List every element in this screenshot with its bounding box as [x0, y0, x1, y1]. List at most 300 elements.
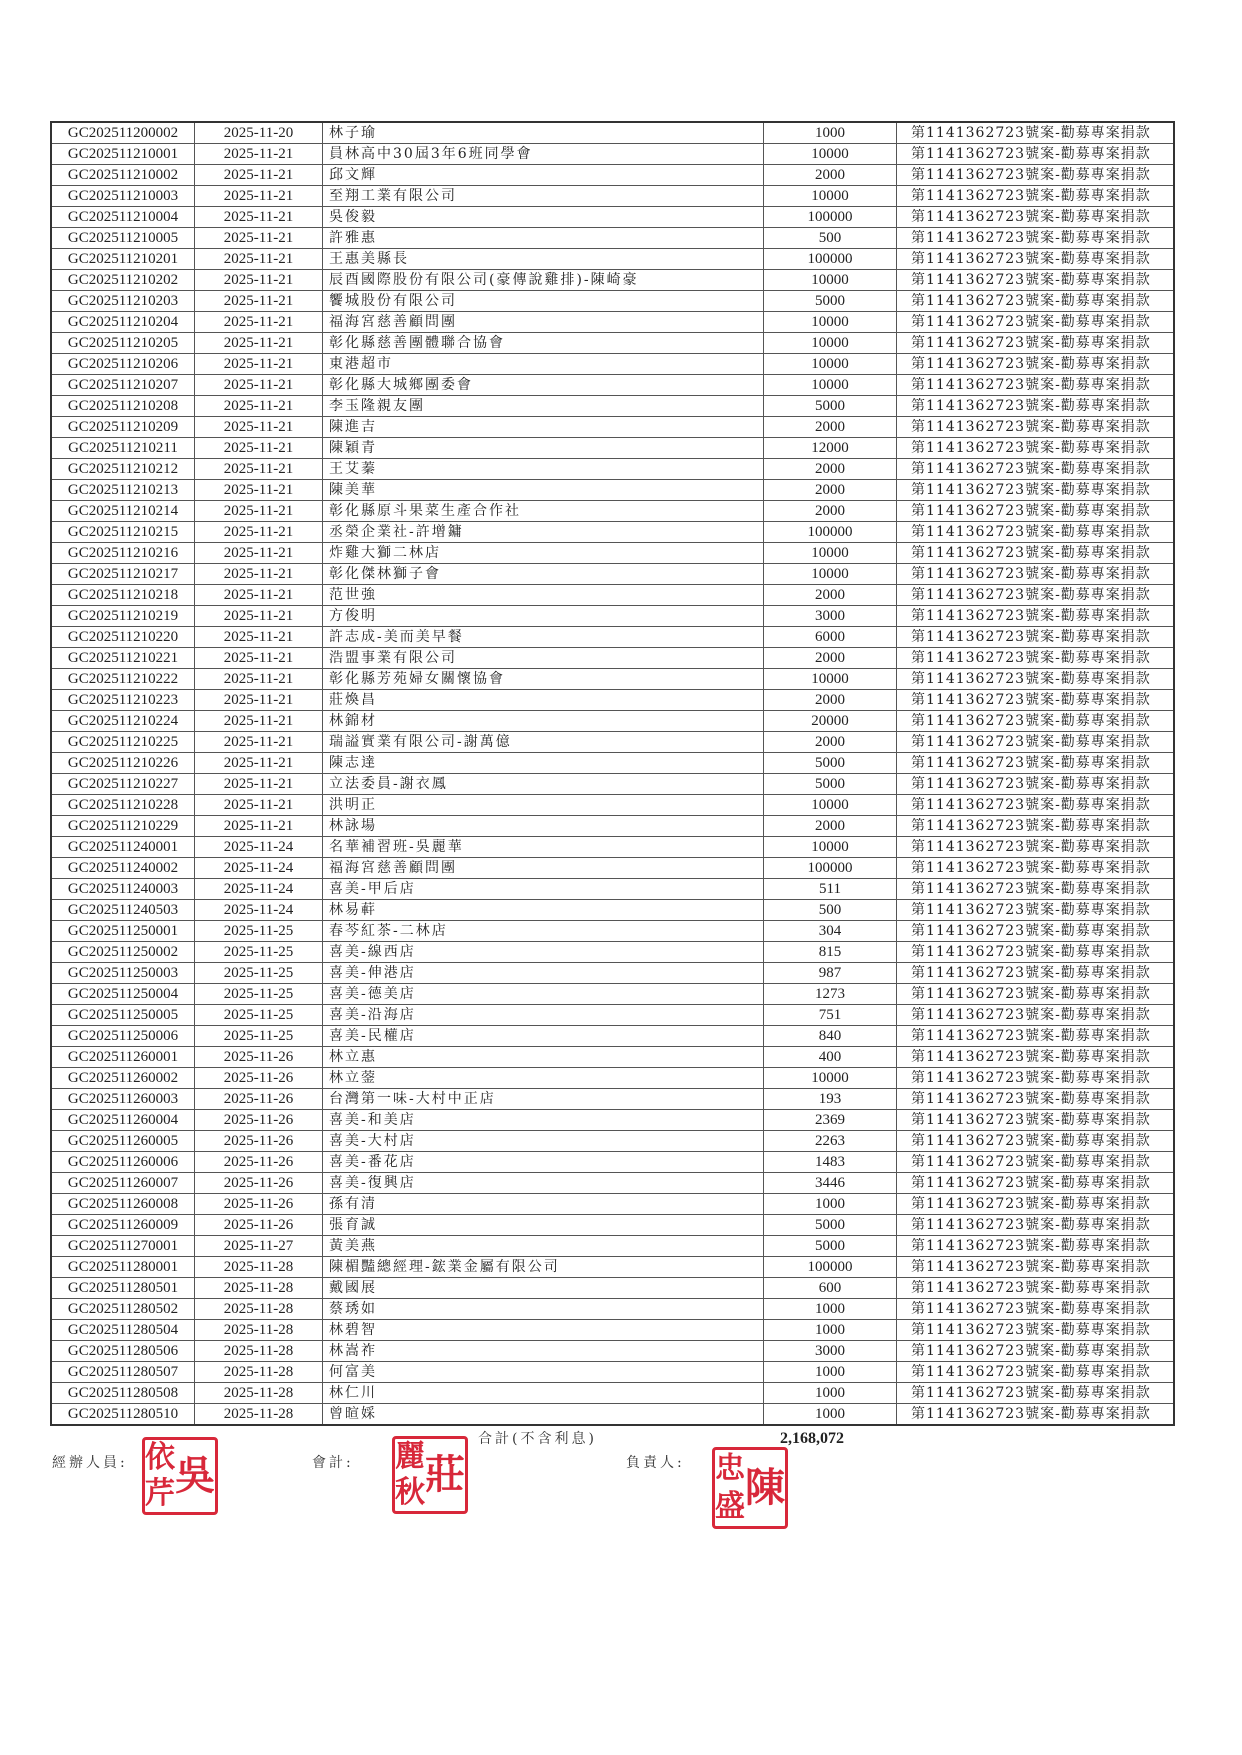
- table-row: [51, 585, 1174, 606]
- note: 第1141362723號案-勸募專案捐款: [897, 396, 1175, 417]
- donor-name: 辰酉國際股份有限公司(豪傳說雞排)-陳崎豪: [323, 270, 764, 291]
- donor-name: 喜美-番花店: [323, 1152, 764, 1173]
- receipt-id: GC202511260001: [51, 1047, 195, 1068]
- table-row: [51, 606, 1174, 627]
- note: 第1141362723號案-勸募專案捐款: [897, 1320, 1175, 1341]
- handler-seal: [142, 1437, 218, 1515]
- table-row: [51, 333, 1174, 354]
- donation-date: 2025-11-21: [195, 732, 323, 753]
- donation-date: 2025-11-21: [195, 459, 323, 480]
- table-row: [51, 984, 1174, 1005]
- amount: 500: [764, 228, 897, 249]
- donation-date: 2025-11-21: [195, 270, 323, 291]
- donation-date: 2025-11-24: [195, 837, 323, 858]
- receipt-id: GC202511260002: [51, 1068, 195, 1089]
- donor-name: 陳美華: [323, 480, 764, 501]
- note: 第1141362723號案-勸募專案捐款: [897, 207, 1175, 228]
- amount: 2000: [764, 732, 897, 753]
- total-value: 2,168,072: [780, 1430, 844, 1447]
- note: 第1141362723號案-勸募專案捐款: [897, 858, 1175, 879]
- note: 第1141362723號案-勸募專案捐款: [897, 1257, 1175, 1278]
- donor-name: 東港超市: [323, 354, 764, 375]
- donation-date: 2025-11-21: [195, 501, 323, 522]
- table-row: [51, 963, 1174, 984]
- table-row: [51, 711, 1174, 732]
- note: 第1141362723號案-勸募專案捐款: [897, 1362, 1175, 1383]
- note: 第1141362723號案-勸募專案捐款: [897, 711, 1175, 732]
- table-row: [51, 816, 1174, 837]
- note: 第1141362723號案-勸募專案捐款: [897, 879, 1175, 900]
- donation-date: 2025-11-21: [195, 543, 323, 564]
- amount: 2000: [764, 690, 897, 711]
- note: 第1141362723號案-勸募專案捐款: [897, 480, 1175, 501]
- donor-name: 喜美-沿海店: [323, 1005, 764, 1026]
- donor-name: 春芩紅茶-二林店: [323, 921, 764, 942]
- donor-name: 洪明正: [323, 795, 764, 816]
- donation-date: 2025-11-27: [195, 1236, 323, 1257]
- donation-date: 2025-11-26: [195, 1131, 323, 1152]
- manager-label: 負責人:: [626, 1455, 685, 1471]
- note: 第1141362723號案-勸募專案捐款: [897, 963, 1175, 984]
- donor-name: 許志成-美而美早餐: [323, 627, 764, 648]
- donor-name: 彰化縣芳苑婦女關懷協會: [323, 669, 764, 690]
- amount: 3000: [764, 606, 897, 627]
- note: 第1141362723號案-勸募專案捐款: [897, 375, 1175, 396]
- amount: 20000: [764, 711, 897, 732]
- amount: 2000: [764, 501, 897, 522]
- note: 第1141362723號案-勸募專案捐款: [897, 942, 1175, 963]
- donation-date: 2025-11-28: [195, 1362, 323, 1383]
- donation-date: 2025-11-21: [195, 480, 323, 501]
- note: 第1141362723號案-勸募專案捐款: [897, 795, 1175, 816]
- seal-char: 吳: [175, 1453, 215, 1499]
- donation-date: 2025-11-21: [195, 795, 323, 816]
- receipt-id: GC202511260007: [51, 1173, 195, 1194]
- table-row: [51, 1299, 1174, 1320]
- receipt-id: GC202511210221: [51, 648, 195, 669]
- table-row: [51, 375, 1174, 396]
- receipt-id: GC202511280507: [51, 1362, 195, 1383]
- seal-char: 盛: [715, 1489, 745, 1524]
- donor-name: 喜美-復興店: [323, 1173, 764, 1194]
- donation-date: 2025-11-21: [195, 312, 323, 333]
- amount: 2000: [764, 480, 897, 501]
- receipt-id: GC202511250006: [51, 1026, 195, 1047]
- note: 第1141362723號案-勸募專案捐款: [897, 669, 1175, 690]
- table-row: [51, 921, 1174, 942]
- donation-date: 2025-11-28: [195, 1383, 323, 1404]
- receipt-id: GC202511260003: [51, 1089, 195, 1110]
- note: 第1141362723號案-勸募專案捐款: [897, 122, 1175, 144]
- donation-date: 2025-11-25: [195, 942, 323, 963]
- donor-name: 林子瑜: [323, 122, 764, 144]
- amount: 10000: [764, 312, 897, 333]
- donor-name: 彰化縣大城鄉團委會: [323, 375, 764, 396]
- amount: 100000: [764, 207, 897, 228]
- note: 第1141362723號案-勸募專案捐款: [897, 1152, 1175, 1173]
- table-row: [51, 1089, 1174, 1110]
- note: 第1141362723號案-勸募專案捐款: [897, 564, 1175, 585]
- donor-name: 王惠美縣長: [323, 249, 764, 270]
- donation-date: 2025-11-21: [195, 774, 323, 795]
- donor-name: 李玉隆親友團: [323, 396, 764, 417]
- donation-date: 2025-11-21: [195, 333, 323, 354]
- note: 第1141362723號案-勸募專案捐款: [897, 732, 1175, 753]
- donor-name: 許雅惠: [323, 228, 764, 249]
- receipt-id: GC202511210206: [51, 354, 195, 375]
- amount: 6000: [764, 627, 897, 648]
- donor-name: 林嵩祚: [323, 1341, 764, 1362]
- amount: 10000: [764, 354, 897, 375]
- donation-date: 2025-11-24: [195, 858, 323, 879]
- donation-date: 2025-11-21: [195, 207, 323, 228]
- note: 第1141362723號案-勸募專案捐款: [897, 333, 1175, 354]
- donor-name: 喜美-大村店: [323, 1131, 764, 1152]
- donation-date: 2025-11-21: [195, 816, 323, 837]
- donation-date: 2025-11-28: [195, 1404, 323, 1426]
- table-row: [51, 669, 1174, 690]
- note: 第1141362723號案-勸募專案捐款: [897, 1194, 1175, 1215]
- table-row: [51, 1215, 1174, 1236]
- donor-name: 戴國展: [323, 1278, 764, 1299]
- donation-date: 2025-11-21: [195, 291, 323, 312]
- receipt-id: GC202511210213: [51, 480, 195, 501]
- receipt-id: GC202511210001: [51, 144, 195, 165]
- note: 第1141362723號案-勸募專案捐款: [897, 774, 1175, 795]
- receipt-id: GC202511270001: [51, 1236, 195, 1257]
- donor-name: 吳俊毅: [323, 207, 764, 228]
- donation-date: 2025-11-21: [195, 417, 323, 438]
- donation-date: 2025-11-26: [195, 1194, 323, 1215]
- donation-date: 2025-11-21: [195, 144, 323, 165]
- donor-name: 喜美-線西店: [323, 942, 764, 963]
- donation-date: 2025-11-21: [195, 564, 323, 585]
- amount: 100000: [764, 522, 897, 543]
- donation-date: 2025-11-21: [195, 249, 323, 270]
- handler-label: 經辦人員:: [52, 1455, 128, 1471]
- table-row: [51, 900, 1174, 921]
- donor-name: 福海宮慈善顧問團: [323, 858, 764, 879]
- amount: 1000: [764, 122, 897, 144]
- donation-date: 2025-11-25: [195, 984, 323, 1005]
- note: 第1141362723號案-勸募專案捐款: [897, 816, 1175, 837]
- amount: 1000: [764, 1299, 897, 1320]
- note: 第1141362723號案-勸募專案捐款: [897, 921, 1175, 942]
- note: 第1141362723號案-勸募專案捐款: [897, 417, 1175, 438]
- amount: 2000: [764, 459, 897, 480]
- note: 第1141362723號案-勸募專案捐款: [897, 1278, 1175, 1299]
- receipt-id: GC202511210225: [51, 732, 195, 753]
- amount: 2000: [764, 165, 897, 186]
- amount: 2000: [764, 417, 897, 438]
- donor-name: 喜美-甲后店: [323, 879, 764, 900]
- receipt-id: GC202511210212: [51, 459, 195, 480]
- donor-name: 林仁川: [323, 1383, 764, 1404]
- donation-date: 2025-11-21: [195, 354, 323, 375]
- note: 第1141362723號案-勸募專案捐款: [897, 1404, 1175, 1426]
- amount: 600: [764, 1278, 897, 1299]
- donor-name: 莊煥昌: [323, 690, 764, 711]
- donation-date: 2025-11-26: [195, 1047, 323, 1068]
- receipt-id: GC202511260005: [51, 1131, 195, 1152]
- donor-name: 台灣第一味-大村中正店: [323, 1089, 764, 1110]
- table-row: [51, 438, 1174, 459]
- receipt-id: GC202511210204: [51, 312, 195, 333]
- donor-name: 何富美: [323, 1362, 764, 1383]
- table-row: [51, 1320, 1174, 1341]
- table-row: [51, 1236, 1174, 1257]
- receipt-id: GC202511210214: [51, 501, 195, 522]
- receipt-id: GC202511210203: [51, 291, 195, 312]
- note: 第1141362723號案-勸募專案捐款: [897, 249, 1175, 270]
- donor-name: 炸雞大獅二林店: [323, 543, 764, 564]
- amount: 10000: [764, 543, 897, 564]
- table-row: [51, 501, 1174, 522]
- amount: 10000: [764, 186, 897, 207]
- donor-name: 喜美-伸港店: [323, 963, 764, 984]
- donor-name: 浩盟事業有限公司: [323, 648, 764, 669]
- note: 第1141362723號案-勸募專案捐款: [897, 522, 1175, 543]
- donor-name: 范世強: [323, 585, 764, 606]
- table-row: [51, 627, 1174, 648]
- donor-name: 陳穎青: [323, 438, 764, 459]
- table-row: [51, 543, 1174, 564]
- receipt-id: GC202511210224: [51, 711, 195, 732]
- note: 第1141362723號案-勸募專案捐款: [897, 438, 1175, 459]
- amount: 5000: [764, 1215, 897, 1236]
- note: 第1141362723號案-勸募專案捐款: [897, 648, 1175, 669]
- donor-name: 方俊明: [323, 606, 764, 627]
- receipt-id: GC202511210004: [51, 207, 195, 228]
- donor-name: 饗城股份有限公司: [323, 291, 764, 312]
- amount: 2000: [764, 585, 897, 606]
- donation-date: 2025-11-21: [195, 669, 323, 690]
- receipt-id: GC202511210216: [51, 543, 195, 564]
- amount: 815: [764, 942, 897, 963]
- seal-char: 麗: [395, 1439, 425, 1474]
- note: 第1141362723號案-勸募專案捐款: [897, 1131, 1175, 1152]
- receipt-id: GC202511260008: [51, 1194, 195, 1215]
- table-row: [51, 1257, 1174, 1278]
- donation-date: 2025-11-21: [195, 396, 323, 417]
- amount: 12000: [764, 438, 897, 459]
- donor-name: 林立蓥: [323, 1068, 764, 1089]
- amount: 5000: [764, 1236, 897, 1257]
- amount: 10000: [764, 564, 897, 585]
- note: 第1141362723號案-勸募專案捐款: [897, 627, 1175, 648]
- table-row: [51, 1068, 1174, 1089]
- donation-date: 2025-11-21: [195, 165, 323, 186]
- note: 第1141362723號案-勸募專案捐款: [897, 312, 1175, 333]
- note: 第1141362723號案-勸募專案捐款: [897, 1005, 1175, 1026]
- donation-date: 2025-11-25: [195, 1005, 323, 1026]
- note: 第1141362723號案-勸募專案捐款: [897, 585, 1175, 606]
- donation-date: 2025-11-21: [195, 648, 323, 669]
- seal-char: 秋: [395, 1475, 425, 1510]
- donor-name: 至翔工業有限公司: [323, 186, 764, 207]
- amount: 5000: [764, 774, 897, 795]
- amount: 10000: [764, 333, 897, 354]
- amount: 1000: [764, 1362, 897, 1383]
- donor-name: 彰化縣慈善團體聯合協會: [323, 333, 764, 354]
- note: 第1141362723號案-勸募專案捐款: [897, 270, 1175, 291]
- donation-date: 2025-11-21: [195, 522, 323, 543]
- donation-date: 2025-11-28: [195, 1299, 323, 1320]
- donor-name: 福海宮慈善顧問團: [323, 312, 764, 333]
- table-row: [51, 522, 1174, 543]
- receipt-id: GC202511260004: [51, 1110, 195, 1131]
- donation-date: 2025-11-20: [195, 122, 323, 144]
- table-row: [51, 564, 1174, 585]
- receipt-id: GC202511210202: [51, 270, 195, 291]
- note: 第1141362723號案-勸募專案捐款: [897, 984, 1175, 1005]
- donation-date: 2025-11-21: [195, 627, 323, 648]
- donor-name: 立法委員-謝衣鳳: [323, 774, 764, 795]
- amount: 193: [764, 1089, 897, 1110]
- table-row: [51, 144, 1174, 165]
- donation-date: 2025-11-21: [195, 711, 323, 732]
- receipt-id: GC202511210220: [51, 627, 195, 648]
- total-label: 合計(不含利息): [478, 1431, 597, 1447]
- note: 第1141362723號案-勸募專案捐款: [897, 501, 1175, 522]
- note: 第1141362723號案-勸募專案捐款: [897, 1215, 1175, 1236]
- amount: 987: [764, 963, 897, 984]
- table-row: [51, 312, 1174, 333]
- amount: 5000: [764, 291, 897, 312]
- table-row: [51, 858, 1174, 879]
- table-row: [51, 459, 1174, 480]
- donation-date: 2025-11-24: [195, 879, 323, 900]
- table-row: [51, 122, 1174, 144]
- donor-name: 林詠場: [323, 816, 764, 837]
- amount: 2263: [764, 1131, 897, 1152]
- note: 第1141362723號案-勸募專案捐款: [897, 186, 1175, 207]
- donation-date: 2025-11-28: [195, 1320, 323, 1341]
- donor-name: 喜美-和美店: [323, 1110, 764, 1131]
- note: 第1141362723號案-勸募專案捐款: [897, 543, 1175, 564]
- table-row: [51, 1173, 1174, 1194]
- donor-name: 林易蓒: [323, 900, 764, 921]
- receipt-id: GC202511250002: [51, 942, 195, 963]
- amount: 1000: [764, 1404, 897, 1426]
- donor-name: 彰化縣原斗果菜生產合作社: [323, 501, 764, 522]
- donation-date: 2025-11-21: [195, 186, 323, 207]
- donation-date: 2025-11-28: [195, 1257, 323, 1278]
- table-row: [51, 480, 1174, 501]
- receipt-id: GC202511210005: [51, 228, 195, 249]
- table-row: [51, 165, 1174, 186]
- donation-date: 2025-11-21: [195, 690, 323, 711]
- seal-char: 莊: [425, 1452, 465, 1498]
- receipt-id: GC202511210223: [51, 690, 195, 711]
- donation-date: 2025-11-25: [195, 1026, 323, 1047]
- amount: 400: [764, 1047, 897, 1068]
- donation-date: 2025-11-26: [195, 1110, 323, 1131]
- donation-date: 2025-11-24: [195, 900, 323, 921]
- donation-date: 2025-11-21: [195, 585, 323, 606]
- receipt-id: GC202511250005: [51, 1005, 195, 1026]
- table-row: [51, 1110, 1174, 1131]
- receipt-id: GC202511240503: [51, 900, 195, 921]
- donor-name: 林立惠: [323, 1047, 764, 1068]
- table-row: [51, 942, 1174, 963]
- note: 第1141362723號案-勸募專案捐款: [897, 459, 1175, 480]
- receipt-id: GC202511260006: [51, 1152, 195, 1173]
- table-row: [51, 417, 1174, 438]
- table-row: [51, 186, 1174, 207]
- receipt-id: GC202511240003: [51, 879, 195, 900]
- note: 第1141362723號案-勸募專案捐款: [897, 144, 1175, 165]
- note: 第1141362723號案-勸募專案捐款: [897, 1383, 1175, 1404]
- table-row: [51, 1005, 1174, 1026]
- amount: 751: [764, 1005, 897, 1026]
- table-row: [51, 1047, 1174, 1068]
- donor-name: 名華補習班-吳麗華: [323, 837, 764, 858]
- table-row: [51, 207, 1174, 228]
- amount: 5000: [764, 396, 897, 417]
- receipt-id: GC202511250004: [51, 984, 195, 1005]
- amount: 2369: [764, 1110, 897, 1131]
- note: 第1141362723號案-勸募專案捐款: [897, 1047, 1175, 1068]
- receipt-id: GC202511240002: [51, 858, 195, 879]
- donor-name: 張育誠: [323, 1215, 764, 1236]
- amount: 3000: [764, 1341, 897, 1362]
- amount: 10000: [764, 669, 897, 690]
- amount: 2000: [764, 648, 897, 669]
- seal-char: 陳: [745, 1465, 785, 1511]
- donor-name: 陳志達: [323, 753, 764, 774]
- amount: 511: [764, 879, 897, 900]
- donation-date: 2025-11-25: [195, 963, 323, 984]
- seal-char: 芹: [145, 1476, 175, 1511]
- amount: 10000: [764, 795, 897, 816]
- note: 第1141362723號案-勸募專案捐款: [897, 1026, 1175, 1047]
- donor-name: 黃美燕: [323, 1236, 764, 1257]
- receipt-id: GC202511210211: [51, 438, 195, 459]
- receipt-id: GC202511280510: [51, 1404, 195, 1426]
- receipt-id: GC202511210219: [51, 606, 195, 627]
- amount: 10000: [764, 837, 897, 858]
- receipt-id: GC202511210215: [51, 522, 195, 543]
- donor-name: 喜美-德美店: [323, 984, 764, 1005]
- donation-date: 2025-11-26: [195, 1152, 323, 1173]
- amount: 10000: [764, 144, 897, 165]
- manager-seal: [712, 1447, 788, 1529]
- donor-name: 林錦材: [323, 711, 764, 732]
- receipt-id: GC202511210208: [51, 396, 195, 417]
- receipt-id: GC202511250003: [51, 963, 195, 984]
- note: 第1141362723號案-勸募專案捐款: [897, 1236, 1175, 1257]
- receipt-id: GC202511200002: [51, 122, 195, 144]
- donor-name: 彰化傑林獅子會: [323, 564, 764, 585]
- amount: 1000: [764, 1383, 897, 1404]
- table-row: [51, 1404, 1174, 1426]
- table-row: [51, 396, 1174, 417]
- seal-char: 忠: [715, 1451, 745, 1486]
- table-row: [51, 291, 1174, 312]
- amount: 1000: [764, 1320, 897, 1341]
- donor-name: 丞榮企業社-許增鏞: [323, 522, 764, 543]
- table-row: [51, 837, 1174, 858]
- donation-date: 2025-11-21: [195, 228, 323, 249]
- note: 第1141362723號案-勸募專案捐款: [897, 291, 1175, 312]
- donor-name: 王艾蓁: [323, 459, 764, 480]
- receipt-id: GC202511210205: [51, 333, 195, 354]
- accountant-seal: [392, 1436, 468, 1514]
- note: 第1141362723號案-勸募專案捐款: [897, 1173, 1175, 1194]
- seal-char: 依: [145, 1440, 175, 1475]
- table-row: [51, 1152, 1174, 1173]
